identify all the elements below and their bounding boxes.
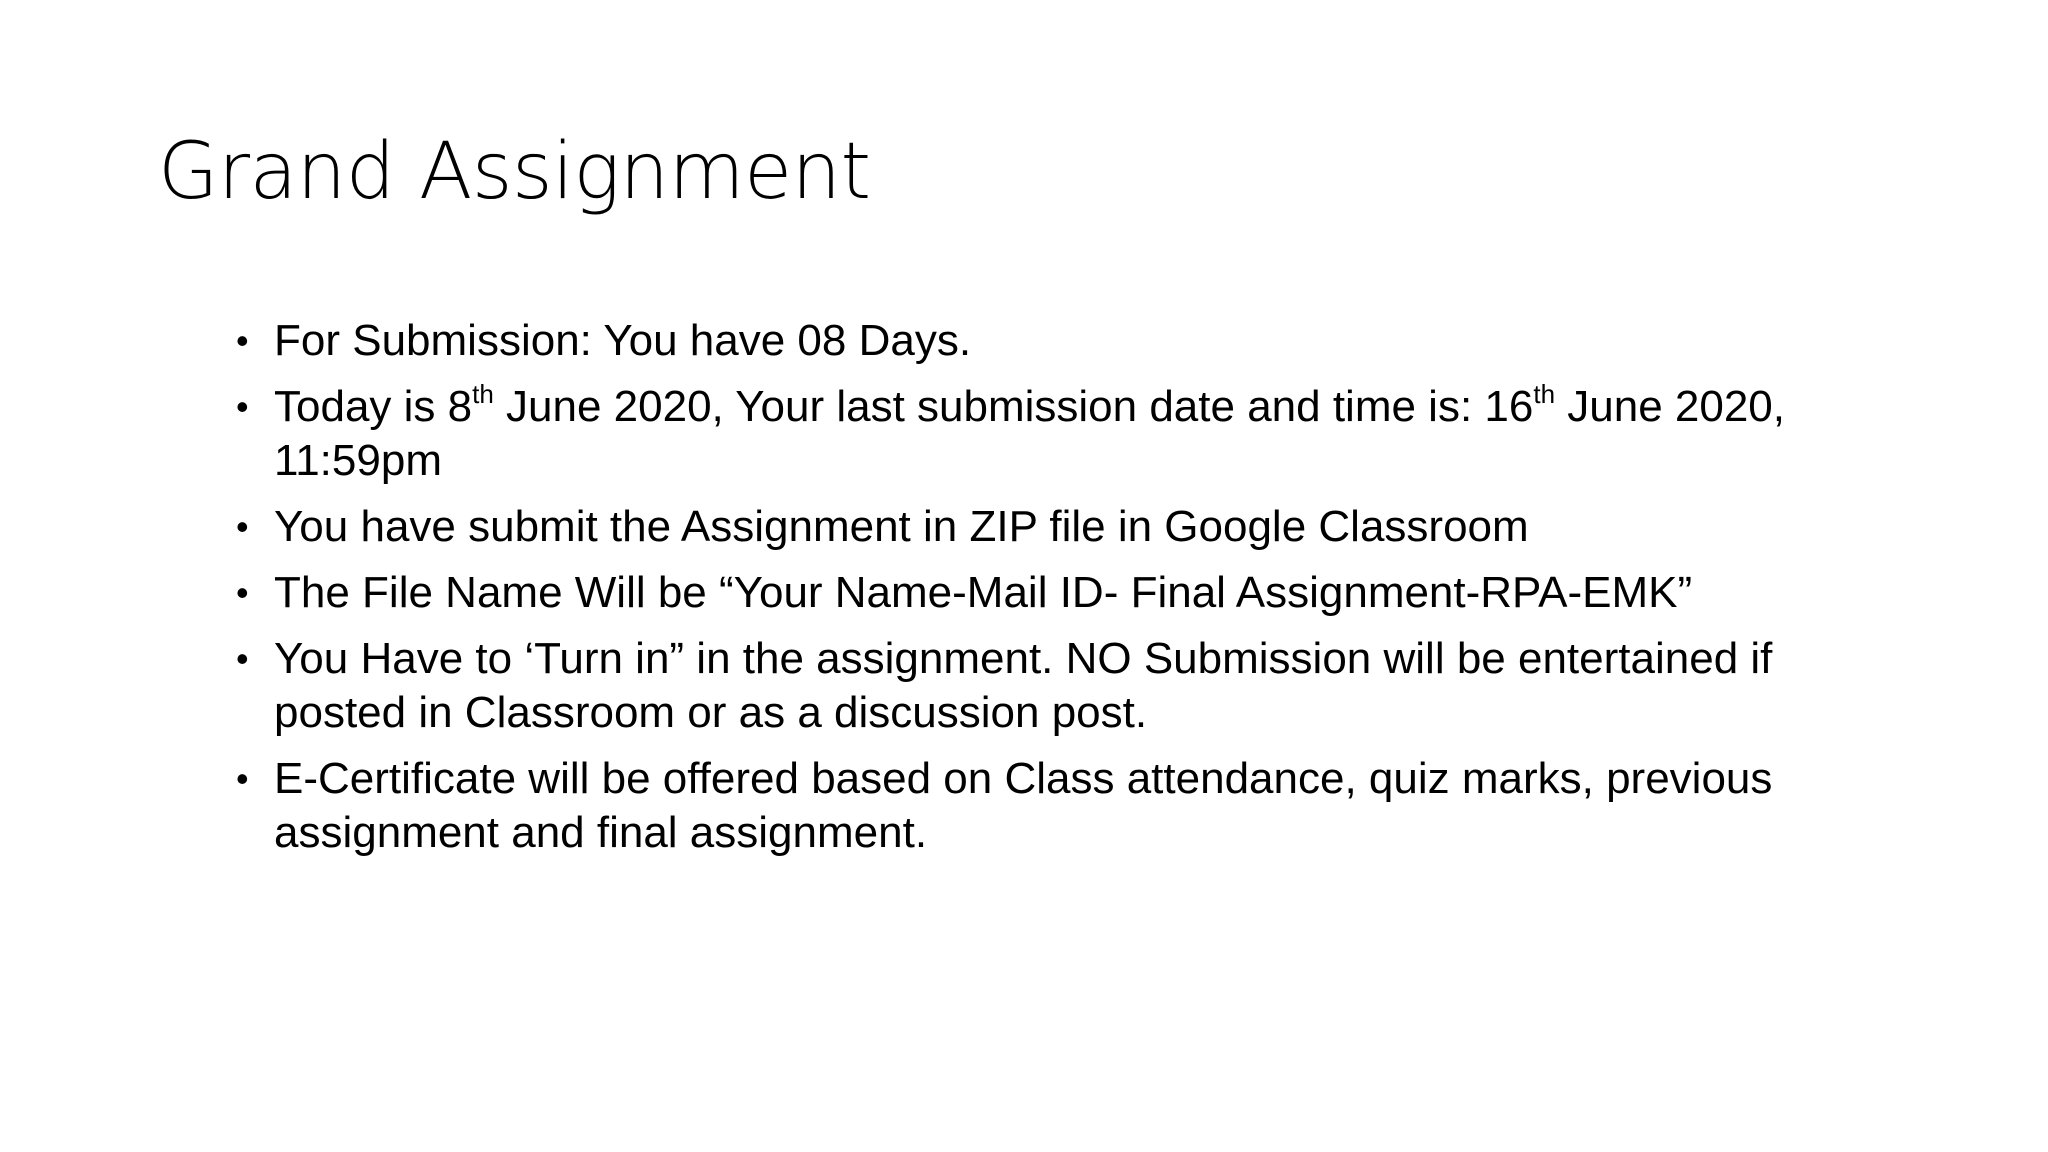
bullet-item-deadline [232, 380, 1912, 488]
bullet-item-file-name [232, 566, 1912, 620]
deadline-text-part: Today is 8 [274, 382, 473, 431]
deadline-text-part: June 2020, 11:59pm [274, 382, 1785, 485]
bullet-text [274, 380, 1912, 488]
ordinal-suffix: th [472, 379, 494, 409]
bullet-text: You have submit the Assignment in ZIP file in Google Classroom [274, 502, 1529, 551]
bullet-dot-icon: • [236, 506, 249, 547]
bullet-dot-icon: • [236, 572, 249, 613]
bullet-dot-icon: • [236, 758, 249, 799]
bullet-item-submission-days [232, 314, 1912, 368]
deadline-text-part: June 2020, Your last submission date and time is: 16 [493, 382, 1534, 431]
bullet-dot-icon: • [236, 386, 249, 427]
slide-title: Grand Assignment [158, 127, 871, 217]
bullet-text: The File Name Will be “Your Name-Mail ID- Final Assignment-RPA-EMK” [274, 568, 1693, 617]
bullet-text: You Have to ‘Turn in” in the assignment. NO Submission will be entertained if posted in Classroom or as a discussion post. [274, 634, 1773, 737]
bullet-list [232, 314, 1912, 872]
ordinal-suffix: th [1533, 379, 1556, 409]
bullet-item-turn-in [232, 632, 1912, 740]
bullet-text: For Submission: You have 08 Days. [274, 316, 972, 365]
bullet-dot-icon: • [236, 638, 249, 679]
bullet-item-certificate [232, 752, 1912, 860]
bullet-item-zip-submission [232, 500, 1912, 554]
bullet-text: E-Certificate will be offered based on Class attendance, quiz marks, previous assignment and final assignment. [274, 754, 1773, 857]
bullet-dot-icon: • [236, 320, 249, 361]
